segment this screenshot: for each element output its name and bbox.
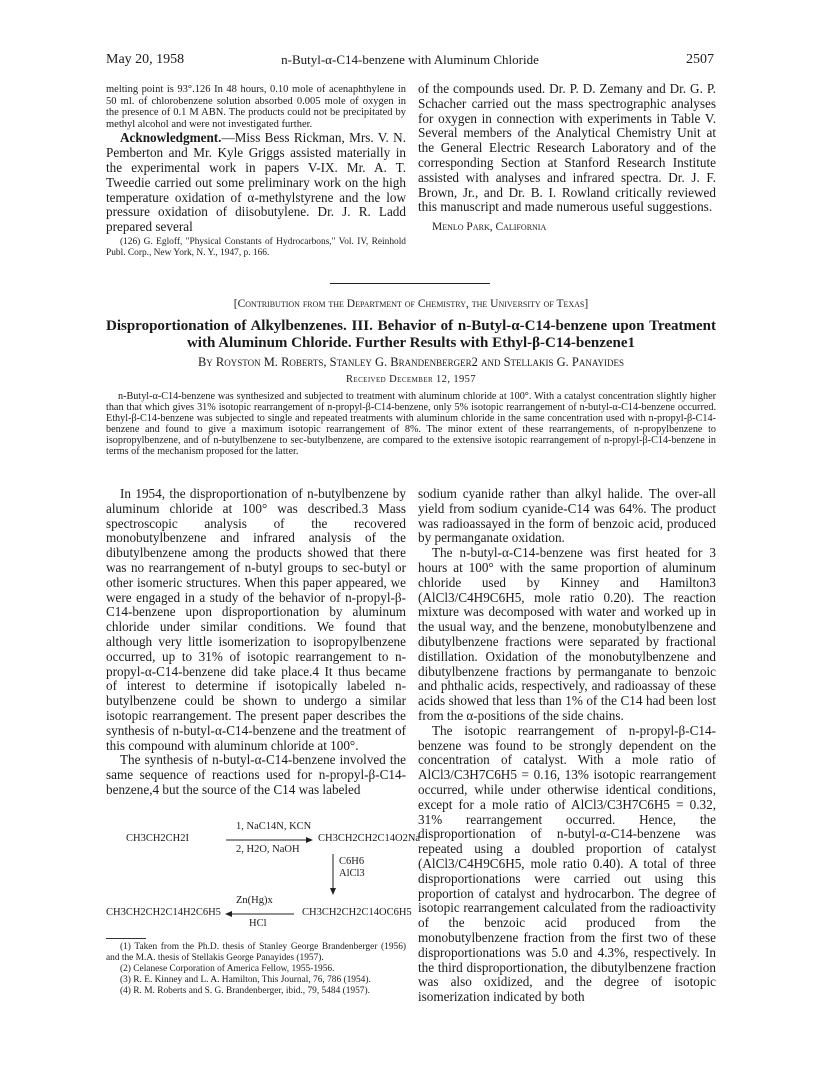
scheme-reagent-benzene: C6H6 xyxy=(339,856,365,867)
scheme-step3-acid: HCl xyxy=(249,918,267,929)
catalyst-dependence-paragraph: The isotopic rearrangement of n-propyl-β-C14-benzene was found to be strongly dependent on the concentration of catalyst. With a mole ratio of AlCl3/C3H7C6H5 = 0.16, 13% isotopic rearrangement occurred, while under otherwise identical conditions, except for a mole ratio of AlCl3/C3H7C6H5 = 0.32, 31% rearrangement occurred. Hence, the disproportionation of n-butyl-α-C14-benzene was repeated using a doubled proportion of catalyst (AlCl3/C4H9C6H5, mole ratio 0.40). A total of three disproportionations were carried out using this proportion of catalyst and hydrocarbon. The degree of isotopic rearrangement calculated from the radioactivity of the benzoic acid produced from the monobutylbenzene fraction from the first two of these disproportionations was 5.0 and 4.3%, respectively. In the third disproportionation, the dibutylbenzene fraction was also oxidized, and the degree of isotopic isomerization indicated by both xyxy=(418,722,716,1005)
abstract: n-Butyl-α-C14-benzene was synthesized and subjected to treatment with aluminum chloride at 100°. With a catalyst concentration slightly higher than that which gives 31% isotopic rearrangement of n-propyl-β-C14-benzene, only 5% isotopic rearrangement of n-butyl-α-C14-benzene occurred. Ethyl-β-C14-benzene was subjected to single and repeated treatments with aluminum chloride in the same concentration used with n-propyl-β-C14-benzene and found to give a maximum isotopic rearrangement of 8%. The minor extent of these rearrangements, of n-propylbenzene to isopropylbenzene, and of n-butylbenzene to sec-butylbenzene, are compared to the extensive isotopic rearrangement of n-propyl-β-C14-benzene in terms of the mechanism proposed for the latter. xyxy=(106,391,716,458)
article-authors: By Royston M. Roberts, Stanley G. Brandenberger2 and Stellakis G. Panayides xyxy=(197,355,625,369)
author-location: Menlo Park, California xyxy=(432,221,547,234)
yield-paragraph: sodium cyanide rather than alkyl halide. The over-all yield from sodium cyanide-C14 was 64%. The product was radioassayed in the form of benzoic acid, produced by permanganate oxidation. xyxy=(418,486,716,546)
scheme-step1-reagents: 1, NaC14N, KCN xyxy=(236,821,312,832)
scheme-product1: CH3CH2CH2C14O2Na xyxy=(318,833,421,844)
acknowledgment-text: —Miss Bess Rickman, Mrs. V. N. Pemberton and Mr. Kyle Griggs assisted materially in the experimental work in papers V-IX. Mr. A. T. Tweedie carried out some preliminary work on the high temperature oxidation of α-methylstyrene and the low pressure oxidation of diisobutylene. Dr. J. R. Ladd prepared several xyxy=(106,130,406,235)
page-header xyxy=(106,52,714,72)
scheme-step1-workup: 2, H2O, NaOH xyxy=(236,844,300,855)
footnote-rule xyxy=(106,938,146,939)
prev-article-paragraph: melting point is 93°.126 In 48 hours, 0.10 mole of acenaphthylene in 50 ml. of chlorobenzene solution absorbed 0.005 mole of oxygen in the presence of 0.1 M ABN. The products could not be precipitated by methyl alcohol and were not investigated further. xyxy=(106,84,406,130)
footnotes xyxy=(106,942,406,997)
scheme-step3-reagent: Zn(Hg)x xyxy=(236,895,273,906)
intro-paragraph: In 1954, the disproportionation of n-butylbenzene by aluminum chloride at 100° was described.3 Mass spectroscopic analysis of the recovered monobutylbenzene and infrared analysis of the dibutylbenzene among the products showed that there was no rearrangement of n-butyl groups to sec-butyl or other isomeric structures. When this paper appeared, we were engaged in a study of the behavior of n-propyl-β-C14-benzene upon disproportionation by aluminum chloride under similar conditions. We found that although very little isomerization to isopropylbenzene occurred, up to 31% of isotopic rearrangement to n-propyl-α-C14-benzene did take place.4 It thus became of interest to determine if isotopically labeled n-butylbenzene could be shown to undergo a similar isotopic rearrangement. The present paper describes the synthesis of n-butyl-α-C14-benzene and the treatment of this compound with aluminum chloride at 100°. xyxy=(106,486,406,753)
prev-article-left-column xyxy=(106,84,406,259)
received-date: Received December 12, 1957 xyxy=(346,374,476,385)
body-left-column xyxy=(106,487,406,798)
reaction-scheme xyxy=(106,821,421,936)
issue-date: May 20, 1958 xyxy=(106,52,185,67)
footnote: (2) Celanese Corporation of America Fellow, 1955-1956. xyxy=(120,964,335,974)
acknowledgment-heading: Acknowledgment. xyxy=(120,130,222,146)
footnote: (4) R. M. Roberts and S. G. Brandenberger, ibid., 79, 5484 (1957). xyxy=(120,986,370,996)
synthesis-paragraph: The synthesis of n-butyl-α-C14-benzene involved the same sequence of reactions used for n-propyl-β-C14-benzene,4 but the source of the C14 was labeled xyxy=(106,752,406,797)
scheme-final-product: CH3CH2CH2C14H2C6H5 xyxy=(106,907,221,918)
article-separator xyxy=(330,283,490,284)
article-title: Disproportionation of Alkylbenzenes. III. Behavior of n-Butyl-α-C14-benzene upon Treatment with Aluminum Chloride. Further Results with Ethyl-β-C14-benzene1 xyxy=(106,318,716,351)
page-number: 2507 xyxy=(686,52,714,67)
scheme-reactant: CH3CH2CH2I xyxy=(126,833,190,844)
acknowledgment-continued: of the compounds used. Dr. P. D. Zemany and Dr. G. P. Schacher carried out the mass spectrographic analyses for oxygen in connection with experiments in Table V. Several members of the Analytical Chemistry Unit at the General Electric Research Laboratory and of the corresponding Section at Stanford Research Institute assisted with analyses and infrared spectra. Dr. J. F. Brown, Jr., and Dr. B. I. Rowland critically reviewed this manuscript and made numerous useful suggestions. xyxy=(418,81,716,215)
first-heating-paragraph: The n-butyl-α-C14-benzene was first heated for 3 hours at 100° with the same proportion of aluminum chloride used by Kinney and Hamilton3 (AlCl3/C4H9C6H5, mole ratio 0.20). The reaction mixture was decomposed with water and worked up in the usual way, and the benzene, monobutylbenzene and dibutylbenzene fractions were separated by fractional distillation. Oxidation of the monobutylbenzene and dibutylbenzene fractions by permanganate to benzoic and phthalic acids, respectively, and radioassay of these acids showed that less than 1% of the C14 had been lost from the α-positions of the side chains. xyxy=(418,545,716,723)
footnote: (1) Taken from the Ph.D. thesis of Stanley George Brandenberger (1956) and the M.A. thesis of Stellakis George Panayides (1957). xyxy=(106,942,406,963)
footnote-126: (126) G. Egloff, "Physical Constants of Hydrocarbons," Vol. IV, Reinhold Publ. Corp., New York, N. Y., 1947, p. 166. xyxy=(106,236,406,258)
body-right-column xyxy=(418,487,716,1005)
scheme-reagent-alcl3: AlCl3 xyxy=(339,868,365,879)
running-title: n-Butyl-α-C14-benzene with Aluminum Chloride xyxy=(281,52,539,67)
contribution-line: [Contribution from the Department of Chemistry, the University of Texas] xyxy=(233,298,589,310)
prev-article-right-column xyxy=(418,82,716,233)
acknowledgment-paragraph xyxy=(106,131,406,235)
scheme-ketone: CH3CH2CH2C14OC6H5 xyxy=(302,907,412,918)
footnote: (3) R. E. Kinney and L. A. Hamilton, This Journal, 76, 786 (1954). xyxy=(120,975,371,985)
